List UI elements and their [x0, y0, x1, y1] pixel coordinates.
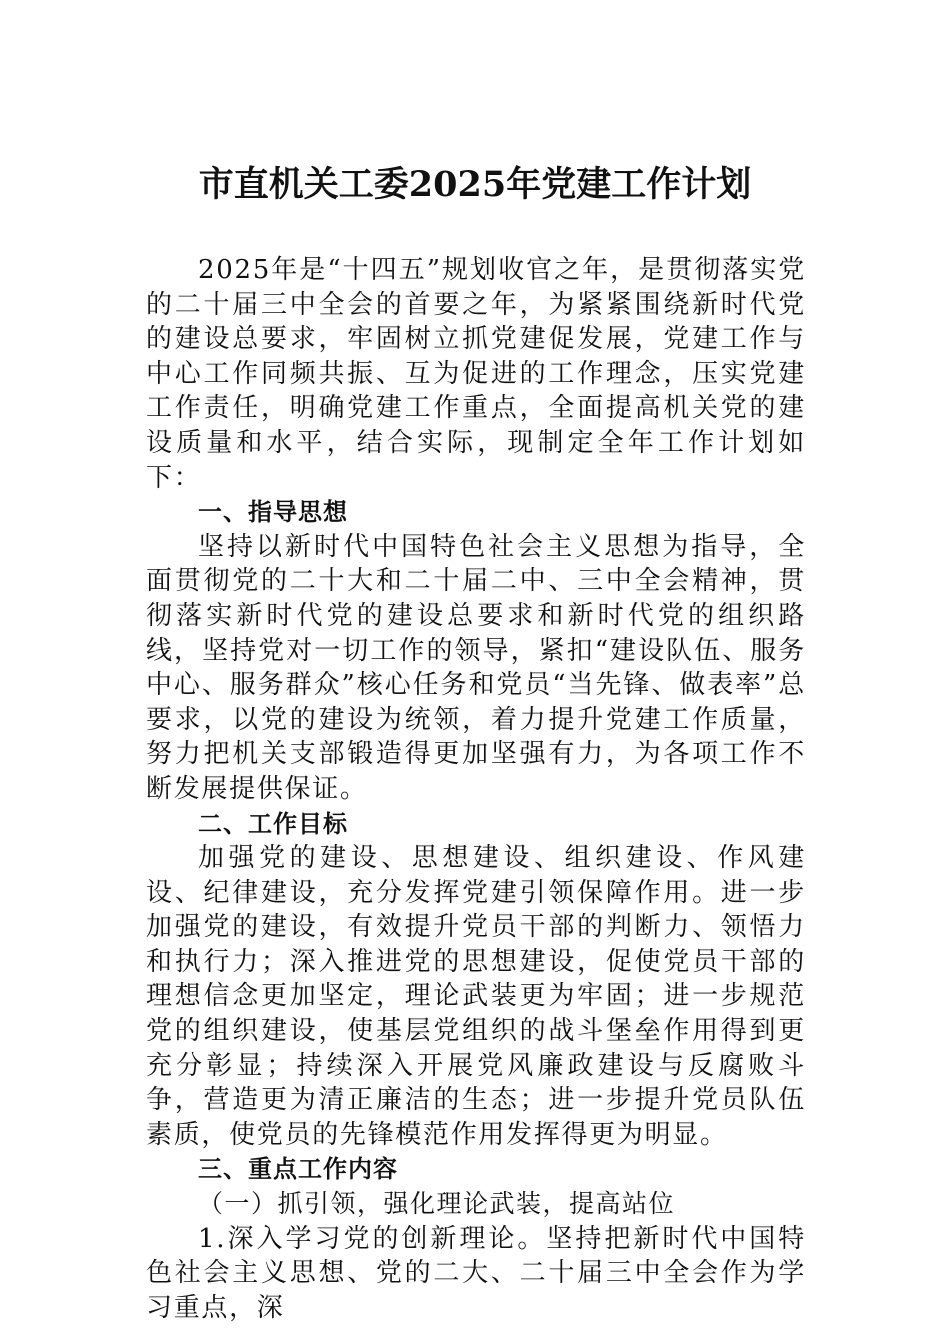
- document-body: [146, 253, 806, 1325]
- section-paragraph-work-goals: 加强党的建设、思想建设、组织建设、作风建设、纪律建设，充分发挥党建引领保障作用。进一步加强党的建设，有效提升党员干部的判断力、领悟力和执行力；深入推进党的思想建设，促使党员干部的理想信念更加坚定，理论武装更为牢固；进一步规范党的组织建设，使基层党组织的战斗堡垒作用得到更充分彰显；持续深入开展党风廉政建设与反腐败斗争，营造更为清正廉洁的生态；进一步提升党员队伍素质，使党员的先锋模范作用发挥得更为明显。: [146, 843, 806, 1150]
- section-paragraph-guiding-ideology: 坚持以新时代中国特色社会主义思想为指导，全面贯彻党的二十大和二十届二中、三中全会精神，贯彻落实新时代党的建设总要求和新时代党的组织路线，坚持党对一切工作的领导，紧扣“建设队伍、服务中心、服务群众”核心任务和党员“当先锋、做表率”总要求，以党的建设为统领，着力提升党建工作质量，努力把机关支部锻造得更加坚强有力，为各项工作不断发展提供保证。: [146, 531, 806, 804]
- section-heading-key-work: 三、重点工作内容: [198, 1155, 398, 1184]
- section-heading-work-goals: 二、工作目标: [198, 809, 348, 838]
- section-paragraph-key-work: 1.深入学习党的创新理论。坚持把新时代中国特色社会主义思想、党的二大、二十届三中全会作为学习重点，深: [146, 1223, 806, 1323]
- intro-paragraph: 2025年是“十四五”规划收官之年，是贯彻落实党的二十届三中全会的首要之年，为紧紧围绕新时代党的建设总要求，牢固树立抓党建促发展，党建工作与中心工作同频共振、互为促进的工作理念，压实党建工作责任，明确党建工作重点，全面提高机关党的建设质量和水平，结合实际，现制定全年工作计划如下：: [146, 255, 806, 493]
- document-title: 市直机关工委2025年党建工作计划: [198, 164, 752, 205]
- section-heading-guiding-ideology: 一、指导思想: [198, 498, 348, 527]
- subsection-heading-leadership: （一）抓引领，强化理论武装，提高站位: [198, 1189, 676, 1219]
